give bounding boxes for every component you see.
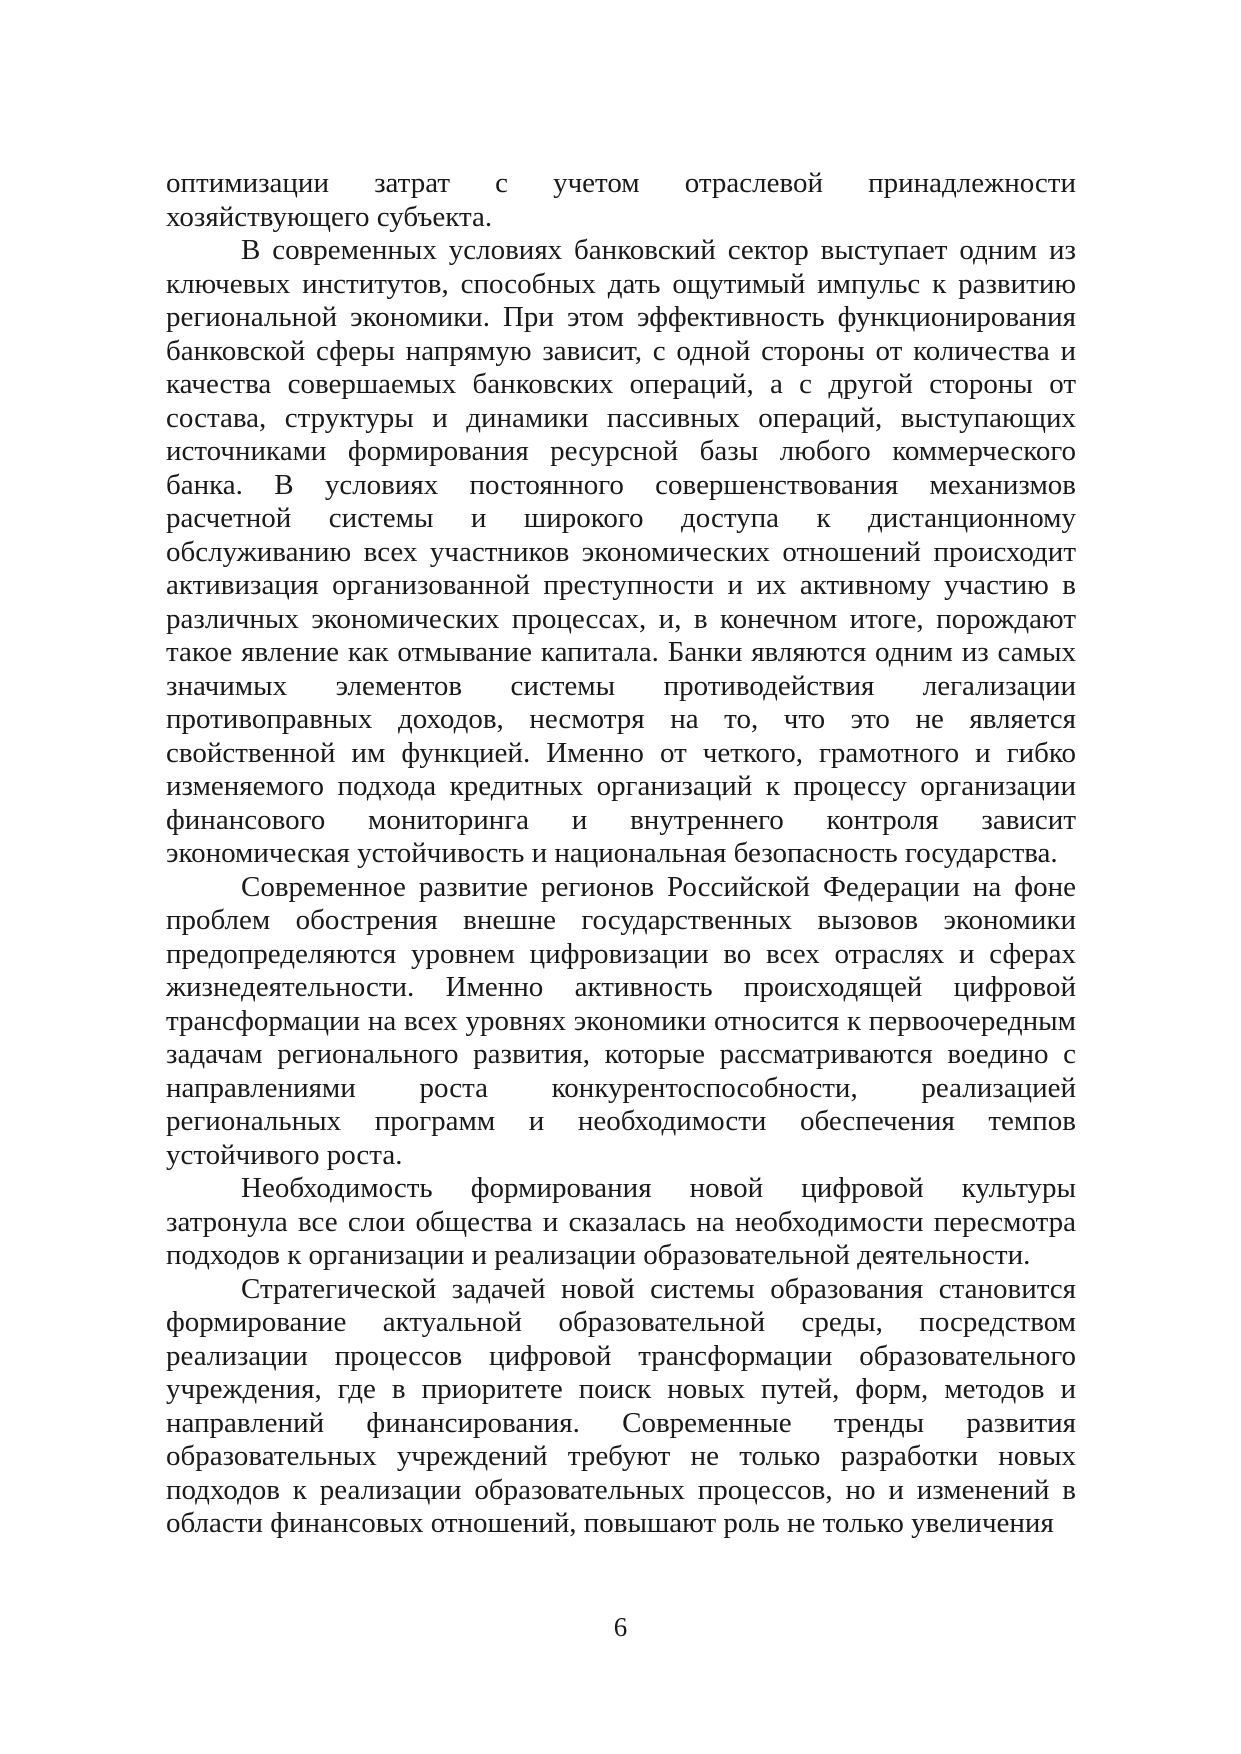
paragraph-2: В современных условиях банковский сектор выступает одним из ключевых институтов, способных дать ощутимый импульс к развитию региональной экономики. При этом эффективность функционирования банковской сферы напрямую зависит, с одной стороны от количества и качества совершаемых банковских операций, а с другой стороны от состава, структуры и динамики пассивных операций, выступающих источниками формирования ресурсной базы любого коммерческого банка. В условиях постоянного совершенствования механизмов расчетной системы и широкого доступа к дистанционному обслуживанию всех участников экономических отношений происходит активизация организованной преступности и их активному участию в различных экономических процессах, и, в конечном итоге, порождают такое явление как отмывание капитала. Банки являются одним из самых значимых элементов системы противодействия легализации противоправных доходов, несмотря на то, что это не является свойственной им функцией. Именно от четкого, грамотного и гибко изменяемого подхода кредитных организаций к процессу организации финансового мониторинга и внутреннего контроля зависит экономическая устойчивость и национальная безопасность государства. (166, 234, 1076, 869)
paragraph-5: Стратегической задачей новой системы образования становится формирование актуальной образовательной среды, посредством реализации процессов цифровой трансформации образовательного учреждения, где в приоритете поиск новых путей, форм, методов и направлений финансирования. Современные тренды развития образовательных учреждений требуют не только разработки новых подходов к реализации образовательных процессов, но и изменений в области финансовых отношений, повышают роль не только увеличения (166, 1272, 1076, 1539)
paragraph-3: Современное развитие регионов Российской Федерации на фоне проблем обострения внешне государственных вызовов экономики предопределяются уровнем цифровизации во всех отраслях и сферах жизнедеятельности. Именно активность происходящей цифровой трансформации на всех уровнях экономики относится к первоочередным задачам регионального развития, которые рассматриваются воедино с направлениями роста конкурентоспособности, реализацией региональных программ и необходимости обеспечения темпов устойчивого роста. (166, 870, 1076, 1171)
paragraph-4: Необходимость формирования новой цифровой культуры затронула все слои общества и сказалась на необходимости пересмотра подходов к организации и реализации образовательной деятельности. (166, 1172, 1076, 1271)
body-text (166, 167, 1076, 1541)
paragraph-1: оптимизации затрат с учетом отраслевой принадлежности хозяйствующего субъекта. (166, 167, 1076, 233)
page-number: 6 (613, 1612, 628, 1642)
